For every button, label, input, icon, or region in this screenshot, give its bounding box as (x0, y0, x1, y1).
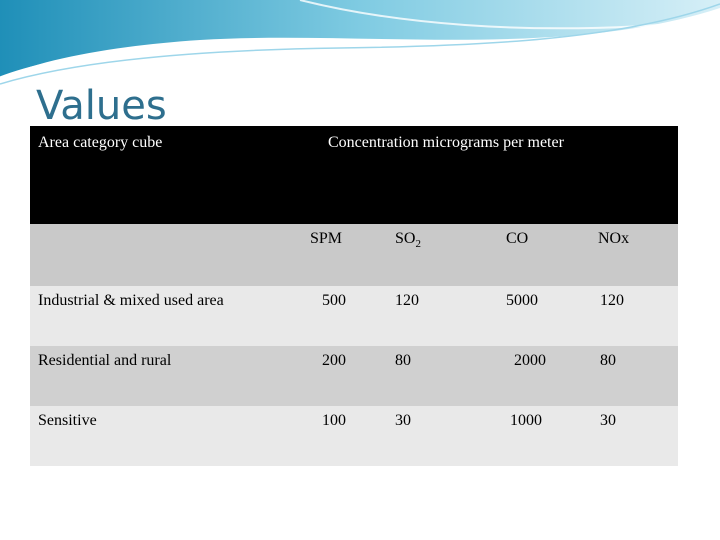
co-value: 1000 (510, 412, 542, 429)
standards-table (30, 126, 678, 466)
table-row (30, 346, 678, 406)
so2-subscript: 2 (415, 238, 421, 251)
area-label: Industrial & mixed used area (38, 292, 224, 309)
area-label: Sensitive (38, 412, 97, 429)
pollutant-spm: SPM (310, 230, 343, 247)
table-row (30, 286, 678, 346)
header-concentration: Concentration micrograms per meter (328, 134, 564, 151)
pollutant-co: CO (506, 230, 529, 247)
co-value: 5000 (506, 292, 538, 309)
slide-title: Values (36, 83, 167, 129)
area-label: Residential and rural (38, 352, 172, 369)
pollutant-so2 (385, 224, 490, 286)
nox-value: 30 (600, 412, 616, 429)
empty-cell (30, 224, 310, 286)
nox-value: 80 (600, 352, 616, 369)
decorative-swoosh-banner (0, 0, 720, 90)
header-area-category: Area category cube (38, 134, 163, 151)
pollutant-header-row (30, 224, 678, 286)
so2-value: 120 (395, 292, 419, 309)
nox-value: 120 (600, 292, 624, 309)
table-header-row (30, 126, 678, 224)
table-row (30, 406, 678, 466)
spm-value: 500 (322, 292, 346, 309)
spm-value: 200 (322, 352, 346, 369)
co-value: 2000 (514, 352, 546, 369)
spm-value: 100 (322, 412, 346, 429)
so2-value: 80 (395, 352, 411, 369)
so2-base: SO (395, 230, 416, 247)
so2-value: 30 (395, 412, 411, 429)
pollutant-nox: NOx (598, 230, 630, 247)
